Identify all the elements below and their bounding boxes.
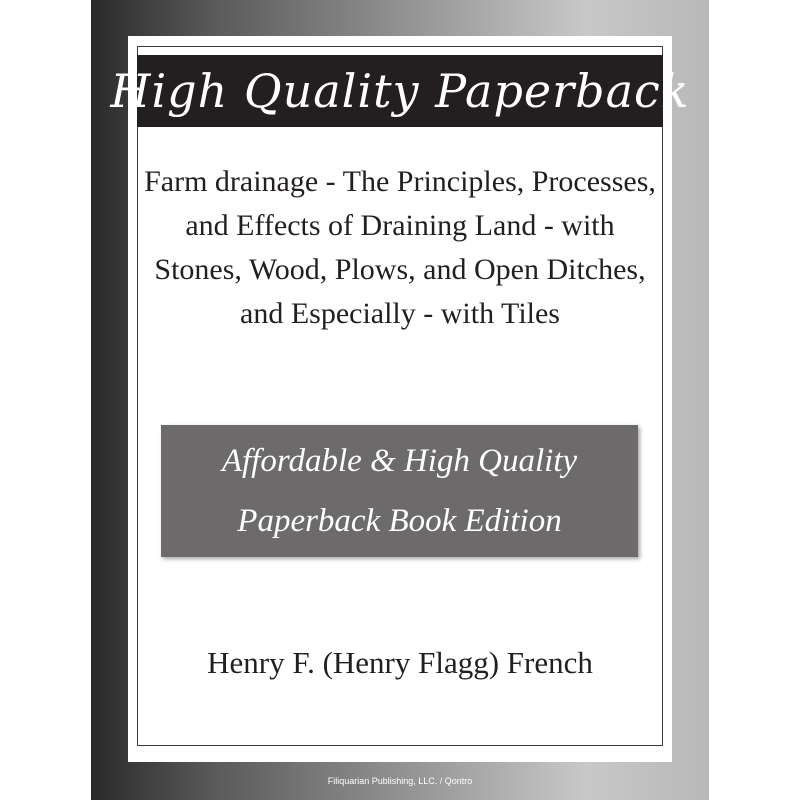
publisher-credit: Filiquarian Publishing, LLC. / Qontro — [327, 776, 473, 786]
author-name: Henry F. (Henry Flagg) French — [207, 645, 593, 680]
edition-box — [161, 425, 638, 557]
book-title: Farm drainage - The Principles, Processes, and Effects of Draining Land - with Stones, Wood, Plows, and Open Ditches, and Especially - with Tiles — [144, 165, 656, 330]
banner-text: High Quality Paperback — [110, 64, 690, 118]
cover-frame — [137, 46, 663, 746]
header-banner — [110, 55, 690, 127]
edition-line-2: Paperback Book Edition — [237, 503, 562, 539]
edition-line-1: Affordable & High Quality — [221, 443, 578, 479]
